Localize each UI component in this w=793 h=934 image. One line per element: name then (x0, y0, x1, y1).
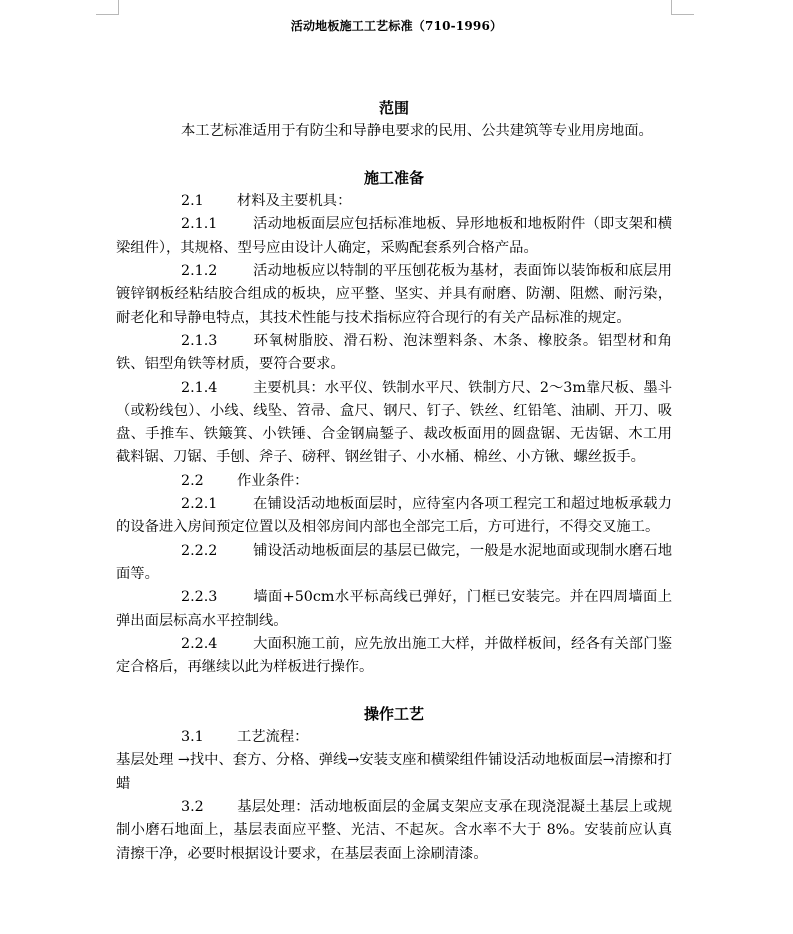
clause-number: 2.2.4 (181, 635, 218, 652)
paragraph-text: 基层处理：活动地板面层的金属支架应支承在现浇混凝土基层上或规制小磨石地面上，基层表面应平整、光洁、不起灰。含水率不大于 8%。安装前应认真清擦干净，必要时根据设计要求，在基层表面上涂刷清漆。 (116, 798, 672, 862)
document-body (116, 97, 672, 866)
section-heading: 操作工艺 (363, 704, 424, 723)
paragraph-text: 基层处理 →找中、套方、分格、弹线→安装支座和横梁组件铺设活动地板面层→清擦和打蜡 (116, 752, 672, 792)
paragraph-text: 材料及主要机具： (237, 193, 352, 210)
clause-number: 2.2 (181, 472, 204, 489)
paragraph (116, 377, 672, 470)
clause-number: 2.1.2 (181, 263, 218, 280)
paragraph-text: 作业条件： (237, 472, 309, 489)
paragraph (116, 120, 672, 143)
paragraph-text: 工艺流程： (237, 729, 309, 746)
paragraph (116, 796, 672, 866)
clause-number: 2.2.3 (181, 589, 218, 606)
clause-number: 2.2.1 (181, 496, 218, 513)
clause-number: 3.2 (181, 798, 204, 815)
clause-number: 3.1 (181, 729, 204, 746)
paragraph-text: 铺设活动地板面层的基层已做完，一般是水泥地面或现制水磨石地面等。 (116, 542, 672, 582)
paragraph (116, 190, 672, 213)
paragraph-text: 活动地板应以特制的平压刨花板为基材，表面饰以装饰板和底层用镀锌钢板经粘结胶合组成的板块，应平整、坚实、并具有耐磨、防潮、阻燃、耐污染，耐老化和导静电特点，其技术性能与技术指标应符合现行的有关产品标准的规定。 (116, 263, 672, 326)
paragraph (116, 213, 672, 260)
clause-number: 2.1.4 (181, 379, 218, 396)
paragraph-text: 墙面+50cm水平标高线已弹好，门框已安装完。并在四周墙面上弹出面层标高水平控制线。 (116, 589, 672, 629)
paragraph (116, 260, 672, 330)
paragraph (116, 493, 672, 540)
paragraph (116, 540, 672, 587)
paragraph-text: 环氧树脂胶、滑石粉、泡沫塑料条、木条、橡胶条。铝型材和角铁、铝型角铁等材质，要符合要求。 (116, 332, 672, 373)
page-corner-mark-left (96, 0, 119, 15)
section-heading: 施工准备 (363, 168, 424, 187)
clause-number: 2.1.3 (181, 332, 218, 349)
clause-number: 2.2.2 (181, 542, 218, 559)
section-gap (116, 679, 672, 702)
process-flow (116, 749, 672, 796)
paragraph (116, 726, 672, 749)
page-header: 活动地板施工工艺标准（710-1996） (290, 19, 503, 33)
paragraph (116, 586, 672, 633)
paragraph-text: 在铺设活动地板面层时，应待室内各项工程完工和超过地板承载力的设备进入房间预定位置以及相邻房间内部也全部完工后，方可进行，不得交叉施工。 (116, 496, 672, 536)
paragraph (116, 470, 672, 493)
page-corner-mark-right (671, 0, 694, 15)
clause-number: 2.1.1 (181, 216, 218, 233)
paragraph-text: 活动地板面层应包括标准地板、异形地板和地板附件（即支架和横梁组件），其规格、型号应由设计人确定，采购配套系列合格产品。 (116, 216, 672, 256)
paragraph-text: 主要机具：水平仪、铁制水平尺、铁制方尺、2～3m靠尺板、墨斗（或粉线包）、小线、线坠、笤帚、盒尺、钢尺、钉子、铁丝、红铅笔、油刷、开刀、吸盘、手推车、铁簸箕、小铁锤、合金钢扁錾子、裁改板面用的圆盘锯、无齿锯、木工用截料锯、刀锯、手刨、斧子、磅秤、钢丝钳子、小水桶、棉丝、小方锹、螺丝扳手。 (116, 379, 672, 466)
clause-number: 2.1 (181, 193, 204, 210)
paragraph (116, 330, 672, 377)
section-heading: 范围 (378, 99, 409, 117)
paragraph-text: 大面积施工前，应先放出施工大样，并做样板间，经各有关部门鉴定合格后，再继续以此为样板进行操作。 (116, 635, 672, 676)
paragraph-text: 本工艺标准适用于有防尘和导静电要求的民用、公共建筑等专业用房地面。 (181, 123, 653, 140)
paragraph (116, 633, 672, 680)
section-gap (116, 144, 672, 167)
